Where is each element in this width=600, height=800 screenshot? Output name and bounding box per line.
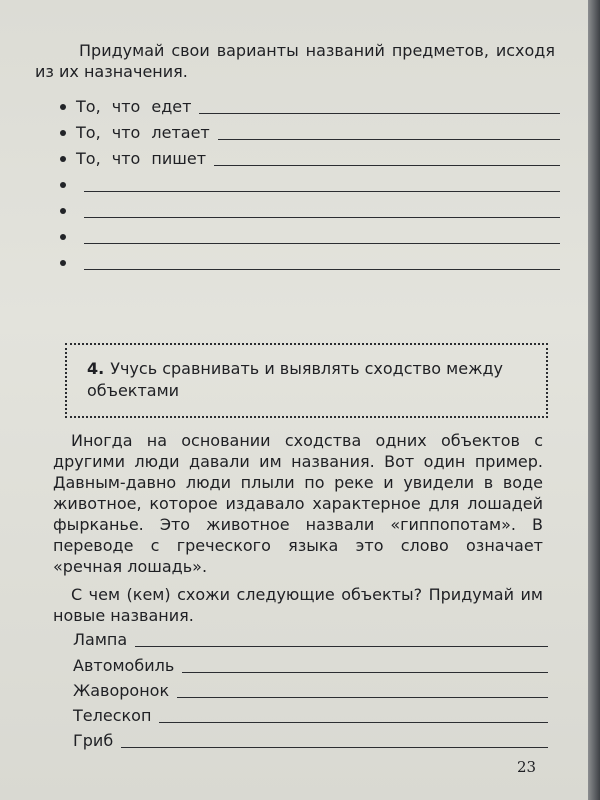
answer-line[interactable] [177, 697, 548, 698]
bullet-dot [60, 104, 66, 110]
exercise-intro: Придумай свои варианты названий предметов, исходя из их назначения. [35, 41, 555, 81]
page-number: 23 [517, 758, 537, 776]
object-item [73, 630, 548, 650]
object-label: Гриб [73, 731, 114, 750]
task-heading [87, 358, 527, 402]
answer-line[interactable] [199, 113, 560, 114]
object-label: Телескоп [73, 706, 152, 725]
object-item [73, 681, 548, 701]
bullet-dot [60, 234, 66, 240]
bullet-dot [60, 260, 66, 266]
bullet-dot [60, 130, 66, 136]
page-edge-shadow [588, 0, 600, 800]
answer-line[interactable] [135, 646, 548, 647]
answer-line[interactable] [159, 722, 548, 723]
object-item [73, 656, 548, 676]
task-heading-box [65, 343, 548, 418]
answer-line[interactable] [84, 191, 560, 192]
answer-line[interactable] [182, 672, 548, 673]
bullet-item [60, 173, 560, 195]
answer-line[interactable] [214, 165, 560, 166]
bullet-item [60, 95, 560, 117]
question-paragraph: С чем (кем) схожи следующие объекты? Придумай им новые названия. [53, 585, 543, 625]
story-paragraph: Иногда на основании сходства одних объектов с другими люди давали им названия. Вот один пример. Давным-давно люди плыли по реке и увидели в воде животное, которое издавало характерное для лошадей фырканье. Это животное назвали «гиппопотам». В переводе с греческого языка это слово означает «речная лошадь». [53, 431, 543, 576]
answer-line[interactable] [121, 747, 548, 748]
bullet-dot [60, 156, 66, 162]
answer-line[interactable] [218, 139, 560, 140]
bullet-item [60, 251, 560, 273]
answer-line[interactable] [84, 217, 560, 218]
task-title-text: Учусь сравнивать и выявлять сходство между объектами [87, 359, 504, 400]
object-label: Автомобиль [73, 656, 175, 675]
bullet-dot [60, 208, 66, 214]
bullet-item [60, 147, 560, 169]
object-item [73, 731, 548, 751]
bullet-text: То, что пишет [76, 149, 207, 168]
bullet-text: То, что летает [76, 123, 210, 142]
answer-line[interactable] [84, 269, 560, 270]
object-item [73, 706, 548, 726]
task-number: 4. [87, 359, 105, 378]
bullet-item [60, 121, 560, 143]
bullet-dot [60, 182, 66, 188]
object-label: Лампа [73, 630, 128, 649]
object-label: Жаворонок [73, 681, 170, 700]
bullet-item [60, 225, 560, 247]
bullet-item [60, 199, 560, 221]
answer-line[interactable] [84, 243, 560, 244]
bullet-text: То, что едет [76, 97, 192, 116]
